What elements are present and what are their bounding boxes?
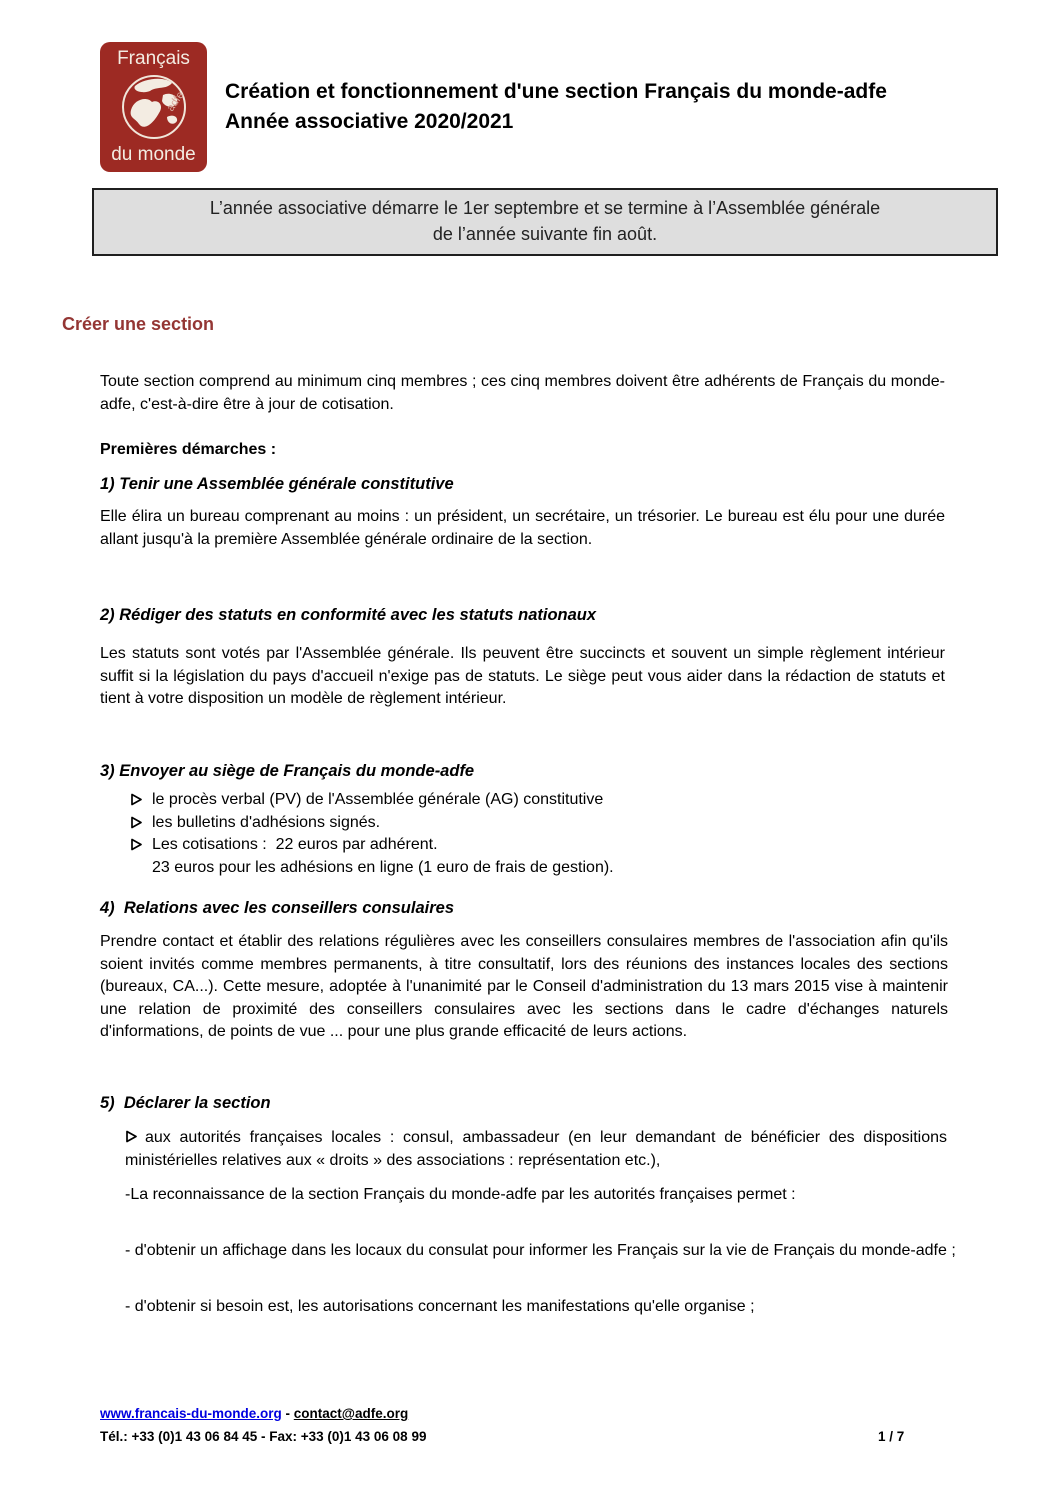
- globe-icon: [117, 72, 191, 142]
- notice-line-2: de l’année suivante fin août.: [432, 224, 658, 244]
- list-item: [130, 812, 950, 835]
- step-5-paragraph-3: - d'obtenir si besoin est, les autorisations concernant les manifestations qu'elle organise ;: [125, 1298, 755, 1315]
- globe-adfe-text: adfe: [164, 89, 187, 114]
- website-link[interactable]: www.francais-du-monde.org: [100, 1406, 282, 1421]
- logo-bottom-word: du monde: [111, 144, 196, 165]
- notice-box: [92, 188, 998, 256]
- step-5-paragraph-1: -La reconnaissance de la section Français du monde-adfe par les autorités françaises permet :: [125, 1186, 796, 1203]
- step-4-title: 4) Relations avec les conseillers consulaires: [100, 899, 455, 917]
- list-item: [130, 789, 950, 812]
- bullet-text: aux autorités françaises locales : consul, ambassadeur (en leur demandant de bénéficier des dispositions ministérielles relatives aux « droits » des associations : représentation etc.),: [125, 1129, 947, 1169]
- notice-line-1: L’année associative démarre le 1er septembre et se termine à l’Assemblée générale: [209, 198, 881, 218]
- title-line-1: Création et fonctionnement d'une section Français du monde-adfe: [225, 80, 887, 103]
- step-5-title: 5) Déclarer la section: [100, 1094, 271, 1112]
- footer-tel-fax: Tél.: +33 (0)1 43 06 84 45 - Fax: +33 (0)1 43 06 08 99: [100, 1429, 427, 1444]
- bullet-text: les bulletins d'adhésions signés.: [152, 813, 381, 831]
- footer-separator: -: [281, 1406, 294, 1421]
- footer-links: [100, 1406, 408, 1421]
- arrowhead-bullet-icon: [130, 816, 143, 829]
- intro-paragraph: Toute section comprend au minimum cinq membres ; ces cinq membres doivent être adhérents de Français du monde-adfe, c'est-à-dire être à jour de cotisation.: [100, 373, 945, 413]
- page-number: 1 / 7: [878, 1429, 905, 1444]
- list-item: [130, 834, 950, 857]
- section-heading: Créer une section: [62, 314, 215, 334]
- francais-du-monde-logo: [100, 42, 207, 172]
- title-line-2: Année associative 2020/2021: [225, 110, 514, 133]
- email-link[interactable]: contact@adfe.org: [293, 1406, 409, 1421]
- step-5-bullet: [125, 1127, 947, 1172]
- step-4-body: Prendre contact et établir des relations régulières avec les conseillers consulaires membres de l'association afin qu'ils soient invités comme membres permanents, à titre consultatif, lors des réunions des instances locales des sections (bureaux, CA...). Cette mesure, adoptée à l'unanimité par le Conseil d'administration du 13 mars 2015 vise à maintenir une relation de proximité des conseillers consulaires avec les sections dans le cadre d'échanges naturels d'informations, de points de vue ... pour une plus grande efficacité de leurs actions.: [100, 933, 948, 1040]
- step-1-body: Elle élira un bureau comprenant au moins : un président, un secrétaire, un trésorier. Le bureau est élu pour une durée allant jusqu'à la première Assemblée générale ordinaire de la section.: [100, 508, 945, 548]
- bullet-continuation: 23 euros pour les adhésions en ligne (1 euro de frais de gestion).: [152, 858, 614, 876]
- bullet-text: Les cotisations : 22 euros par adhérent.: [152, 836, 438, 853]
- step-1-title: 1) Tenir une Assemblée générale constitutive: [100, 475, 454, 493]
- arrowhead-bullet-icon: [130, 838, 143, 851]
- logo-top-word: Français: [117, 48, 190, 69]
- step-3-bullet-list: [130, 789, 950, 879]
- step-2-body: Les statuts sont votés par l'Assemblée générale. Ils peuvent être succincts et souvent un simple règlement intérieur suffit si la législation du pays d'accueil n'exige pas de statuts. Le siège peut vous aider dans la rédaction de statuts et tient à votre disposition un modèle de règlement intérieur.: [100, 645, 945, 707]
- step-2-title: 2) Rédiger des statuts en conformité avec les statuts nationaux: [100, 606, 597, 624]
- document-title: [225, 77, 1005, 137]
- arrowhead-bullet-icon: [130, 793, 143, 806]
- steps-label: Premières démarches :: [100, 441, 277, 458]
- bullet-text: le procès verbal (PV) de l'Assemblée générale (AG) constitutive: [152, 791, 604, 808]
- step-3-title: 3) Envoyer au siège de Français du monde-adfe: [100, 762, 475, 780]
- step-5-paragraph-2: - d'obtenir un affichage dans les locaux du consulat pour informer les Français sur la vie de Français du monde-adfe ;: [125, 1242, 956, 1259]
- arrowhead-bullet-icon: [125, 1130, 138, 1143]
